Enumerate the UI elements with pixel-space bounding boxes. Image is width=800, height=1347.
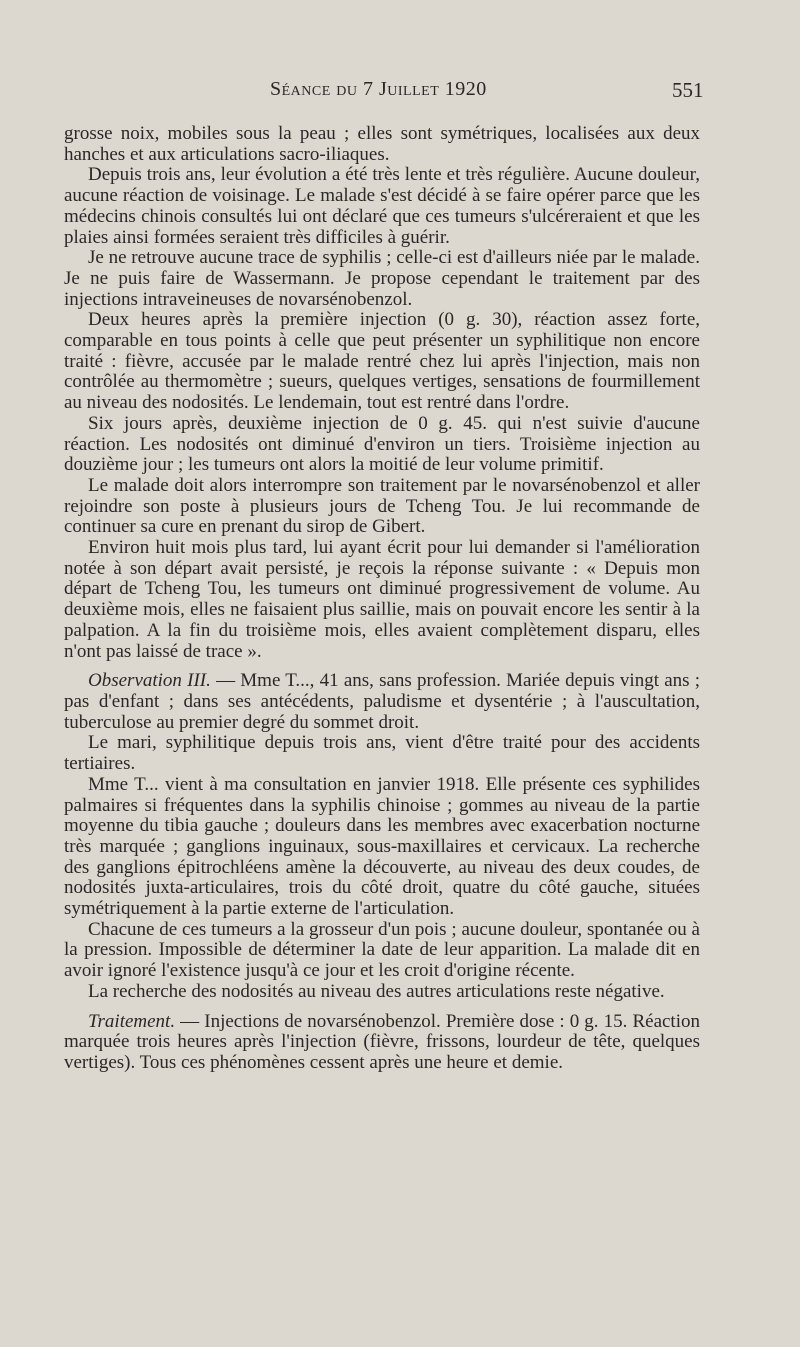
section-lead: Traitement. [88,1010,176,1032]
page-number: 551 [672,78,704,102]
paragraph [64,775,700,920]
paragraph-text: Depuis trois ans, leur évolution a été très lente et très régulière. Aucune douleur, aucune réaction de voisinage. Le malade s'est décidé à se faire opérer parce que les médecins chinois consultés lui ont déclaré que ces tumeurs s'ulcéreraient et que les plaies ainsi formées seraient très difficiles à guérir. [64,164,700,248]
page-header [0,74,800,104]
paragraph [64,248,700,310]
paragraph-text: Je ne retrouve aucune trace de syphilis ; celle-ci est d'ailleurs niée par le malade. Je ne puis faire de Wassermann. Je propose cependant le traitement par des injections intraveineuses de novarsénobenzol. [64,247,700,310]
paragraph-text: Deux heures après la première injection (0 g. 30), réaction assez forte, comparable en tous points à celle que peut présenter un syphilitique non encore traité : fièvre, accusée par le malade rentré chez lui après l'injection, mais non contrôlée au thermomètre ; sueurs, quelques vertiges, sensations de fourmillement au niveau des nodosités. Le lendemain, tout est rentré dans l'ordre. [64,309,700,414]
paragraph [64,310,700,414]
paragraph [64,476,700,538]
paragraph [64,414,700,476]
paragraph [64,733,700,774]
paragraph-text: — Mme T..., 41 ans, sans profession. Mariée depuis vingt ans ; pas d'enfant ; dans ses antécédents, paludisme et dysentérie ; à l'auscultation, tuberculose au premier degré du sommet droit. [64,670,700,733]
paragraph-text: Mme T... vient à ma consultation en janvier 1918. Elle présente ces syphilides palmaires si fréquentes dans la syphilis chinoise ; gommes au niveau de la partie moyenne du tibia gauche ; douleurs dans les membres avec exacerbation nocturne très marquée ; ganglions inguinaux, sous-maxillaires et cervicaux. La recherche des ganglions épitrochléens amène la découverte, au niveau des deux coudes, de nodosités juxta-articulaires, trois du côté droit, quatre du côté gauche, situées symétriquement à la partie externe de l'articulation. [64,773,700,920]
paragraph-text: Environ huit mois plus tard, lui ayant écrit pour lui demander si l'amélioration notée à son départ avait persisté, je reçois la réponse suivante : « Depuis mon départ de Tcheng Tou, les tumeurs ont diminué progressivement de volume. Au deuxième mois, elles ne faisaient plus saillie, mais on pouvait encore les sentir à la palpation. A la fin du troisième mois, elles avaient complètement disparu, elles n'ont pas laissé de trace ». [64,537,700,662]
paragraph-text: grosse noix, mobiles sous la peau ; elles sont symétriques, localisées aux deux hanches et aux articulations sacro-iliaques. [64,123,700,165]
treatment-paragraph [64,1012,700,1074]
observation-paragraph [64,671,700,733]
paragraph [64,920,700,982]
paragraph [64,165,700,248]
paragraph [64,982,700,1003]
paragraph-text: La recherche des nodosités au niveau des autres articulations reste négative. [88,980,665,1002]
paragraph-text: Le malade doit alors interrompre son traitement par le novarsénobenzol et aller rejoindre son poste à plusieurs jours de Tcheng Tou. Je lui recommande de continuer sa cure en prenant du sirop de Gibert. [64,474,700,538]
paragraph-text: Le mari, syphilitique depuis trois ans, vient d'être traité pour des accidents tertiaires. [64,732,700,775]
section-lead: Observation III. [88,670,211,692]
body-text [64,124,700,1074]
paragraph-text: Chacune de ces tumeurs a la grosseur d'un pois ; aucune douleur, spontanée ou à la pression. Impossible de déterminer la date de leur apparition. La malade dit en avoir ignoré l'existence jusqu'à ce jour et les croit d'origine récente. [64,918,700,982]
running-title: Séance du 7 Juillet 1920 [270,78,487,100]
paragraph-text: — Injections de novarsénobenzol. Première dose : 0 g. 15. Réaction marquée trois heures après l'injection (fièvre, frissons, lourdeur de tête, quelques vertiges). Tous ces phénomènes cessent après une heure et demie. [64,1010,700,1073]
paragraph [64,124,700,165]
paragraph [64,538,700,662]
paragraph-text: Six jours après, deuxième injection de 0 g. 45. qui n'est suivie d'aucune réaction. Les nodosités ont diminué d'environ un tiers. Troisième injection au douzième jour ; les tumeurs ont alors la moitié de leur volume primitif. [64,412,700,476]
